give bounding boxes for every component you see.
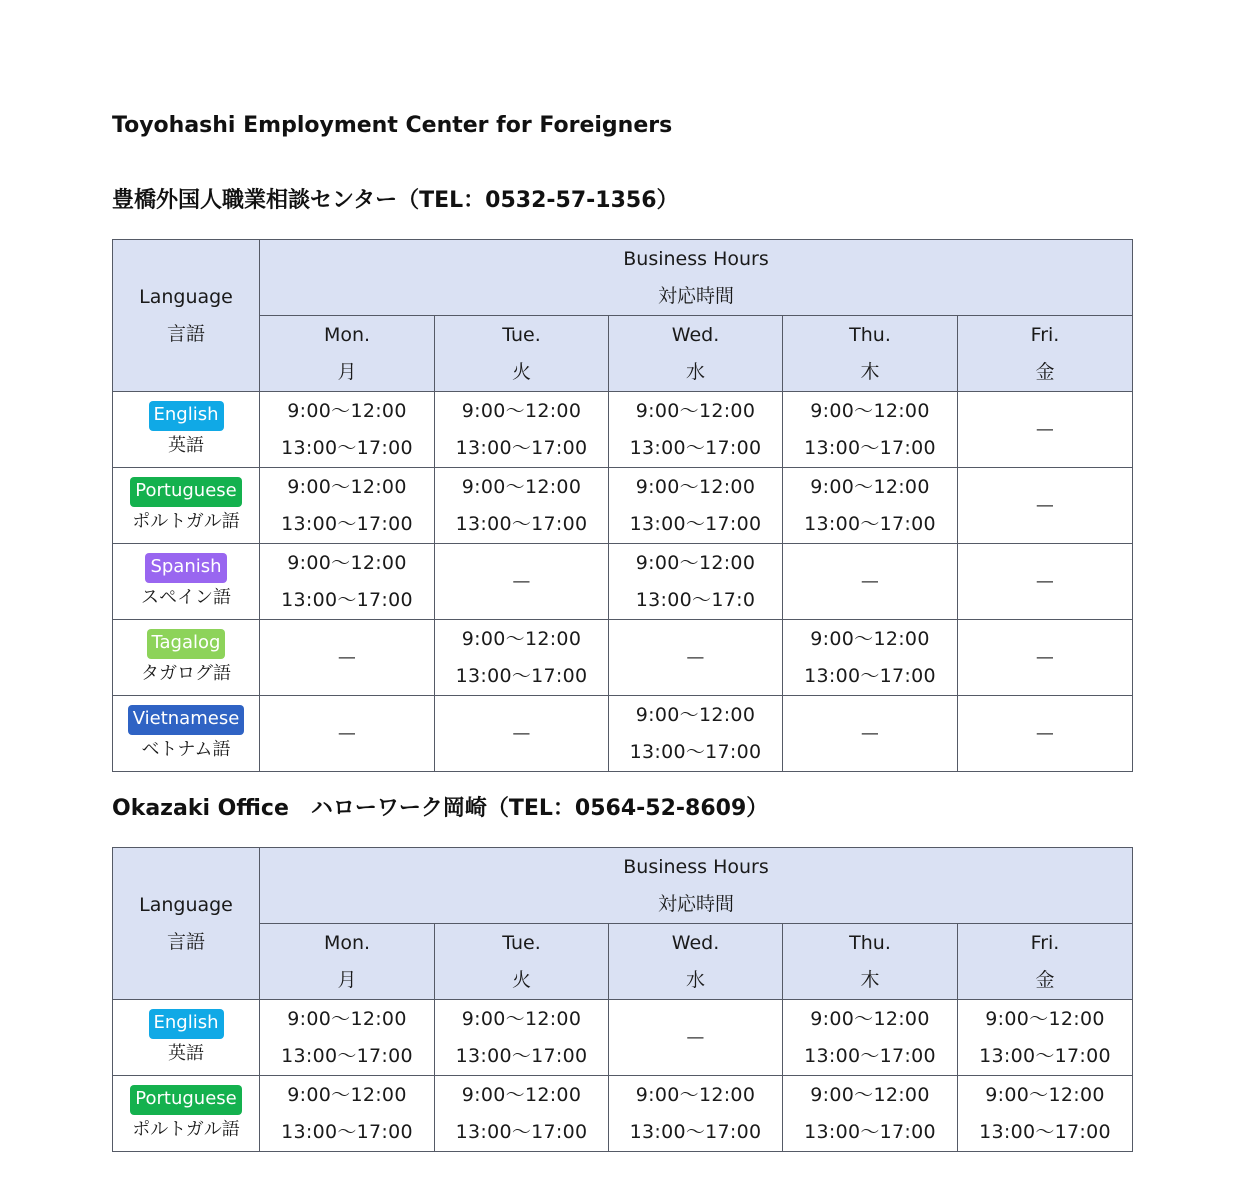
time-slot: 9:00～12:00 — [810, 1007, 930, 1030]
language-name-jp: 英語 — [168, 1043, 204, 1064]
day-jp: 金 — [1035, 360, 1055, 383]
time-slot: 13:00～17:00 — [629, 436, 762, 459]
time-slot: 13:00～17:00 — [281, 1044, 413, 1067]
hours-cell — [783, 1076, 958, 1152]
time-slot: 13:00～17:00 — [979, 1120, 1111, 1143]
hours-cell — [260, 1000, 435, 1076]
hours-cell — [783, 392, 958, 468]
time-slot: 13:00～17:00 — [804, 1120, 936, 1143]
hours-cell — [435, 544, 609, 620]
time-slot: 9:00～12:00 — [461, 475, 582, 498]
day-en: Thu. — [849, 323, 891, 346]
language-cell — [113, 392, 260, 468]
language-name-jp: ポルトガル語 — [132, 511, 240, 532]
time-slot: 9:00～12:00 — [810, 627, 930, 650]
language-badge: Vietnamese — [128, 705, 245, 735]
time-slot: 13:00～17:00 — [629, 740, 762, 763]
no-service-dash: — — [1035, 647, 1055, 668]
language-cell — [113, 620, 260, 696]
language-header-en: Language — [139, 285, 233, 308]
day-header-tue — [435, 924, 609, 1000]
no-service-dash: — — [1035, 419, 1055, 440]
day-jp: 火 — [511, 968, 531, 991]
day-header-fri — [958, 924, 1133, 1000]
language-cell — [113, 1076, 260, 1152]
business-hours-jp: 対応時間 — [658, 892, 735, 915]
no-service-dash: — — [686, 647, 705, 668]
business-hours-header — [260, 240, 1133, 316]
time-slot: 9:00～12:00 — [635, 1083, 756, 1106]
time-slot: 9:00～12:00 — [287, 399, 407, 422]
language-badge: English — [149, 401, 224, 431]
time-slot: 9:00～12:00 — [287, 1007, 407, 1030]
no-service-dash: — — [337, 647, 357, 668]
time-slot: 9:00～12:00 — [635, 703, 756, 726]
language-name-jp: タガログ語 — [141, 663, 231, 684]
hours-cell — [783, 620, 958, 696]
language-badge: Spanish — [145, 553, 226, 583]
hours-cell — [435, 696, 609, 772]
time-slot: 13:00～17:00 — [455, 1044, 588, 1067]
language-name-jp: ポルトガル語 — [132, 1119, 240, 1140]
hours-cell — [435, 1076, 609, 1152]
hours-cell — [260, 620, 435, 696]
page-title: Toyohashi Employment Center for Foreigners — [112, 113, 673, 138]
time-slot: 9:00～12:00 — [985, 1007, 1105, 1030]
day-header-wed — [609, 316, 783, 392]
no-service-dash: — — [337, 723, 357, 744]
hours-cell — [435, 392, 609, 468]
day-en: Mon. — [323, 931, 371, 954]
language-badge: English — [149, 1009, 224, 1039]
day-header-thu — [783, 316, 958, 392]
time-slot: 9:00～12:00 — [287, 475, 407, 498]
day-header-thu — [783, 924, 958, 1000]
schedule-body — [113, 1000, 1133, 1152]
schedule-row — [113, 392, 1133, 468]
language-header-jp: 言語 — [166, 322, 205, 345]
language-cell — [113, 696, 260, 772]
no-service-dash: — — [1035, 495, 1055, 516]
okazaki-schedule-table — [112, 847, 1133, 1152]
schedule-row — [113, 544, 1133, 620]
no-service-dash: — — [1035, 723, 1055, 744]
hours-cell — [435, 620, 609, 696]
hours-cell — [958, 620, 1133, 696]
day-header-fri — [958, 316, 1133, 392]
language-name-jp: ベトナム語 — [141, 739, 231, 760]
time-slot: 13:00～17:00 — [804, 436, 936, 459]
hours-cell — [958, 468, 1133, 544]
hours-cell — [958, 544, 1133, 620]
time-slot: 13:00～17:00 — [281, 512, 413, 535]
time-slot: 13:00～17:00 — [281, 436, 413, 459]
day-header-tue — [435, 316, 609, 392]
business-hours-en: Business Hours — [623, 855, 769, 878]
hours-cell — [609, 620, 783, 696]
day-en: Wed. — [671, 323, 720, 346]
time-slot: 13:00～17:00 — [455, 664, 588, 687]
time-slot: 9:00～12:00 — [287, 1083, 407, 1106]
hours-cell — [958, 1000, 1133, 1076]
language-cell — [113, 1000, 260, 1076]
time-slot: 9:00～12:00 — [810, 1083, 930, 1106]
schedule-body — [113, 392, 1133, 772]
day-jp: 金 — [1035, 968, 1055, 991]
day-jp: 水 — [685, 360, 705, 383]
hours-cell — [958, 392, 1133, 468]
time-slot: 9:00～12:00 — [635, 475, 756, 498]
hours-cell — [260, 544, 435, 620]
hours-cell — [783, 468, 958, 544]
language-name-jp: スペイン語 — [141, 587, 231, 608]
day-en: Tue. — [502, 931, 541, 954]
schedule-row — [113, 1076, 1133, 1152]
toyohashi-office-heading: 豊橋外国人職業相談センター（TEL：0532-57-1356） — [112, 188, 679, 213]
language-header — [113, 240, 260, 392]
hours-cell — [609, 696, 783, 772]
time-slot: 9:00～12:00 — [461, 1083, 582, 1106]
language-cell — [113, 544, 260, 620]
hours-cell — [609, 468, 783, 544]
no-service-dash: — — [1035, 571, 1055, 592]
language-badge: Tagalog — [147, 629, 226, 659]
no-service-dash: — — [512, 723, 531, 744]
business-hours-jp: 対応時間 — [658, 284, 735, 307]
hours-cell — [783, 544, 958, 620]
time-slot: 9:00～12:00 — [985, 1083, 1105, 1106]
day-jp: 木 — [860, 360, 880, 383]
hours-cell — [609, 544, 783, 620]
day-jp: 月 — [337, 360, 357, 383]
time-slot: 13:00～17:00 — [804, 664, 936, 687]
language-header-jp: 言語 — [166, 930, 205, 953]
hours-cell — [435, 1000, 609, 1076]
day-en: Thu. — [849, 931, 891, 954]
hours-cell — [609, 1000, 783, 1076]
business-hours-en: Business Hours — [623, 247, 769, 270]
day-header-mon — [260, 924, 435, 1000]
language-badge: Portuguese — [130, 477, 241, 507]
time-slot: 9:00～12:00 — [461, 627, 582, 650]
language-header-en: Language — [139, 893, 233, 916]
schedule-row — [113, 696, 1133, 772]
hours-cell — [435, 468, 609, 544]
language-header — [113, 848, 260, 1000]
time-slot: 9:00～12:00 — [635, 551, 756, 574]
time-slot: 13:00～17:00 — [281, 588, 413, 611]
hours-cell — [260, 468, 435, 544]
hours-cell — [958, 696, 1133, 772]
schedule-row — [113, 620, 1133, 696]
day-en: Mon. — [323, 323, 371, 346]
day-jp: 木 — [860, 968, 880, 991]
no-service-dash: — — [860, 723, 880, 744]
hours-cell — [783, 1000, 958, 1076]
day-jp: 月 — [337, 968, 357, 991]
time-slot: 13:00～17:00 — [629, 512, 762, 535]
time-slot: 13:00～17:00 — [455, 436, 588, 459]
time-slot: 13:00～17:00 — [804, 512, 936, 535]
language-name-jp: 英語 — [168, 435, 204, 456]
day-jp: 火 — [511, 360, 531, 383]
time-slot: 9:00～12:00 — [461, 399, 582, 422]
day-en: Fri. — [1030, 323, 1060, 346]
day-header-mon — [260, 316, 435, 392]
time-slot: 13:00～17:00 — [455, 1120, 588, 1143]
time-slot: 13:00～17:00 — [629, 1120, 762, 1143]
no-service-dash: — — [860, 571, 880, 592]
time-slot: 13:00～17:00 — [455, 512, 588, 535]
day-header-wed — [609, 924, 783, 1000]
no-service-dash: — — [686, 1027, 705, 1048]
hours-cell — [783, 696, 958, 772]
time-slot: 9:00～12:00 — [810, 399, 930, 422]
schedule-row — [113, 468, 1133, 544]
no-service-dash: — — [512, 571, 531, 592]
day-en: Tue. — [502, 323, 541, 346]
day-en: Wed. — [671, 931, 720, 954]
time-slot: 13:00～17:00 — [804, 1044, 936, 1067]
time-slot: 9:00～12:00 — [635, 399, 756, 422]
hours-cell — [609, 392, 783, 468]
toyohashi-schedule-table — [112, 239, 1133, 772]
day-jp: 水 — [685, 968, 705, 991]
okazaki-office-heading: Okazaki Office ハローワーク岡崎（TEL：0564-52-8609） — [112, 796, 769, 821]
hours-cell — [260, 1076, 435, 1152]
time-slot: 9:00～12:00 — [287, 551, 407, 574]
business-hours-header — [260, 848, 1133, 924]
schedule-row — [113, 1000, 1133, 1076]
time-slot: 13:00～17:00 — [281, 1120, 413, 1143]
hours-cell — [260, 392, 435, 468]
language-badge: Portuguese — [130, 1085, 241, 1115]
language-cell — [113, 468, 260, 544]
time-slot: 9:00～12:00 — [461, 1007, 582, 1030]
day-en: Fri. — [1030, 931, 1060, 954]
hours-cell — [958, 1076, 1133, 1152]
time-slot: 13:00～17:00 — [979, 1044, 1111, 1067]
time-slot: 9:00～12:00 — [810, 475, 930, 498]
hours-cell — [260, 696, 435, 772]
time-slot: 13:00～17:0 — [635, 588, 756, 611]
hours-cell — [609, 1076, 783, 1152]
